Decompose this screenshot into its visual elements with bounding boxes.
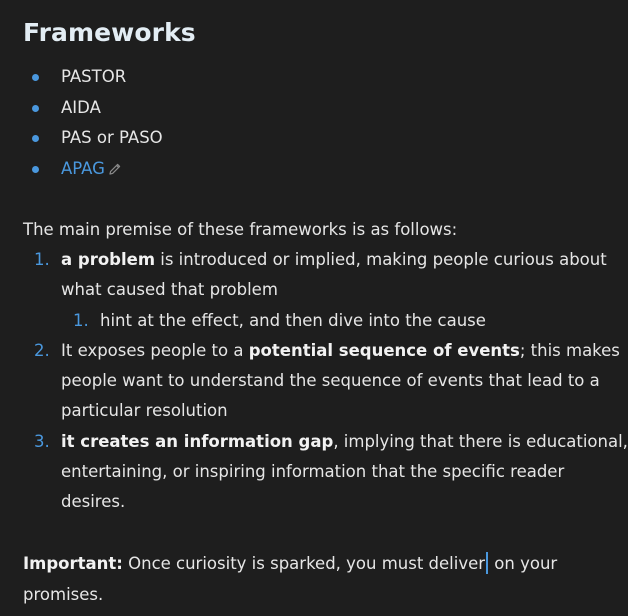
item-text: what caused that problem	[61, 280, 278, 300]
item-text: particular resolution	[61, 401, 228, 421]
bullet-icon	[32, 166, 39, 173]
item-text: hint at the effect, and then dive into the cause	[100, 310, 486, 330]
item-text: is introduced or implied, making people curious about	[155, 250, 607, 269]
item-text: ; this makes	[519, 340, 620, 360]
item-text: desires.	[61, 492, 126, 512]
text-cursor	[486, 552, 488, 574]
bold-text: it creates an information gap	[61, 431, 334, 451]
bullet-icon	[32, 105, 39, 112]
paragraph-text: Once curiosity is sparked, you must deliver	[122, 554, 486, 573]
list-number: 2.	[34, 340, 50, 360]
sub-list-item	[0, 306, 600, 336]
frameworks-list	[0, 62, 163, 184]
apag-link[interactable]: APAG	[61, 158, 105, 178]
list-number: 1.	[73, 310, 89, 330]
list-item-label: AIDA	[61, 97, 101, 117]
list-item	[0, 123, 163, 154]
important-paragraph[interactable]	[23, 549, 557, 610]
paragraph-text: on your	[489, 554, 558, 573]
bold-text: potential sequence of events	[248, 340, 520, 360]
important-label: Important:	[23, 554, 123, 573]
item-text: entertaining, or inspiring information that the specific reader	[61, 462, 565, 482]
list-item	[0, 245, 607, 306]
list-number: 1.	[34, 250, 50, 269]
item-text: , implying that there is educational,	[333, 431, 628, 451]
list-item	[0, 62, 163, 93]
premise-ordered-list	[0, 245, 628, 518]
list-item	[0, 93, 163, 124]
bullet-icon	[32, 74, 39, 81]
list-item	[0, 427, 628, 518]
bold-text: a problem	[61, 250, 156, 269]
item-text: people want to understand the sequence of events that lead to a	[61, 371, 600, 391]
page-title: Frameworks	[23, 18, 196, 47]
bullet-icon	[32, 135, 39, 142]
list-item-label: PAS or PASO	[61, 128, 163, 147]
pencil-icon[interactable]	[108, 156, 122, 187]
intro-paragraph: The main premise of these frameworks is as follows:	[23, 220, 458, 239]
list-item	[0, 336, 620, 427]
list-number: 3.	[34, 431, 50, 451]
list-item	[0, 154, 163, 185]
list-item-label: PASTOR	[61, 67, 127, 86]
paragraph-text: promises.	[23, 584, 104, 604]
item-text: It exposes people to a	[61, 340, 249, 360]
